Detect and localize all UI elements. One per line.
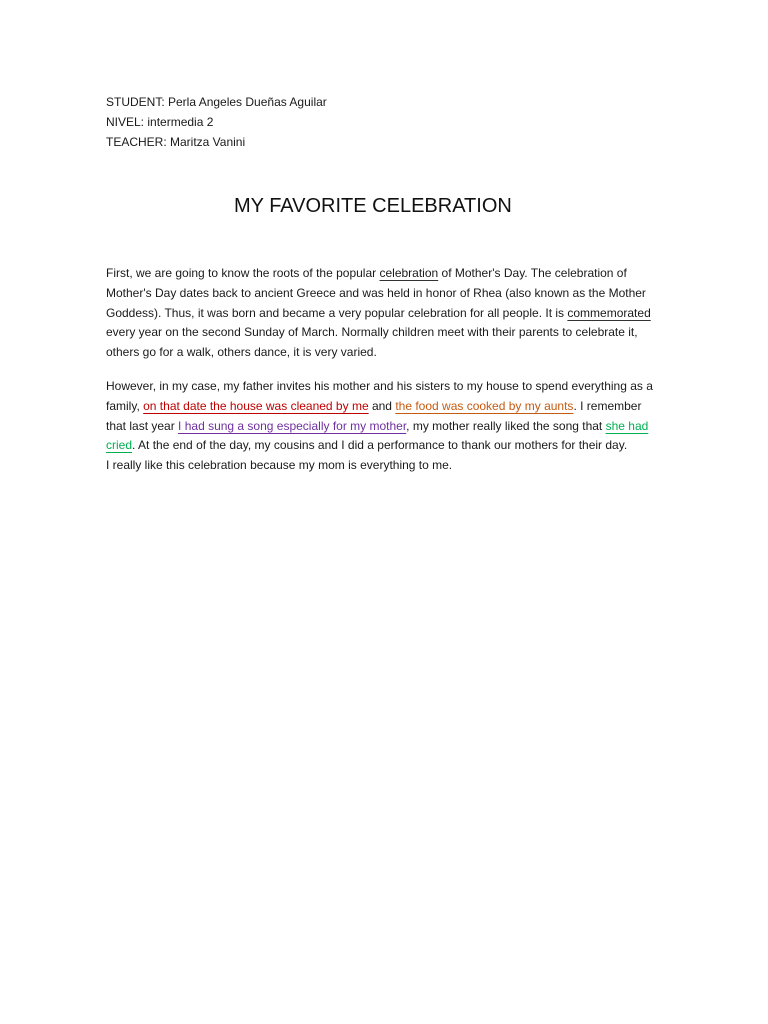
text-run: and (368, 398, 396, 413)
highlight-green-phrase: cried (106, 438, 133, 453)
paragraph-line: every year on the second Sunday of March. Normally children meet with their parents to celebrate it, (106, 325, 638, 340)
underlined-word-celebration: celebration (379, 266, 439, 280)
text-run: , my mother really liked the song that (406, 418, 606, 433)
student-name: STUDENT: Perla Angeles Dueñas Aguilar (106, 95, 327, 109)
paragraph-2 (106, 377, 658, 476)
teacher-name: TEACHER: Maritza Vanini (106, 135, 246, 149)
paragraph-line (106, 417, 658, 437)
text-run: that last year (106, 418, 179, 433)
highlight-orange-phrase: the food was cooked by my aunts (395, 398, 574, 413)
paragraph-line: Mother's Day dates back to ancient Greece and was held in honor of Rhea (also known as the Mother (106, 285, 646, 300)
text-run: Goddess). Thus, it was born and became a very popular celebration for all people. It is (106, 305, 568, 320)
paragraph-line (106, 397, 658, 417)
paragraph-line: I really like this celebration because my mom is everything to me. (106, 458, 453, 473)
essay-title: MY FAVORITE CELEBRATION (234, 195, 512, 217)
text-run: . At the end of the day, my cousins and I did a performance to thank our mothers for their day. (132, 438, 628, 453)
paragraph-line (106, 436, 658, 456)
student-level: NIVEL: intermedia 2 (106, 115, 214, 129)
highlight-purple-phrase: I had sung a song especially for my mother (178, 418, 407, 433)
paragraph-1 (106, 264, 658, 363)
paragraph-line (106, 304, 658, 324)
paragraph-line (106, 264, 658, 284)
underlined-word-commemorated: commemorated (567, 305, 651, 320)
highlight-green-phrase: she had (605, 418, 649, 433)
paragraph-line: However, in my case, my father invites his mother and his sisters to my house to spend everything as a (106, 379, 653, 393)
text-run: . I remember (573, 398, 642, 413)
student-info (106, 92, 327, 152)
highlight-red-phrase: on that date the house was cleaned by me (143, 398, 369, 413)
paragraph-line: others go for a walk, others dance, it is very varied. (106, 345, 377, 360)
text-run: of Mother's Day. The celebration of (438, 266, 627, 280)
text-run: family, (106, 398, 144, 413)
text-run: First, we are going to know the roots of the popular (106, 266, 380, 280)
